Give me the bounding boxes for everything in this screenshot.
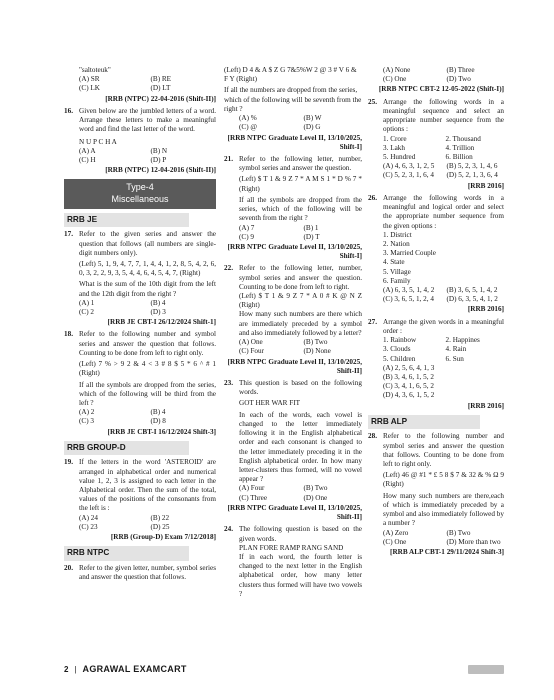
series-text: (Left) $ T 1 & 9 Z 7 * A M S 1 * D % 7 * (Right) [239, 175, 362, 193]
word-text: "saltoteuk" [79, 66, 111, 74]
question-number: 16. [64, 106, 73, 115]
option: (D) 8 [150, 417, 166, 426]
options [383, 364, 504, 401]
list-item: 4. Trillion [445, 143, 475, 152]
question-number: 21. [224, 154, 233, 163]
option: (A) 1 [79, 298, 95, 307]
word-list [383, 336, 504, 364]
option: (A) 24 [79, 513, 98, 522]
option: (B) W [303, 114, 322, 123]
option: (C) 3, 6, 5, 1, 2, 4 [383, 295, 434, 304]
option: (D) 3 [150, 308, 166, 317]
question-text: Refer to the given series and answer the question that follows (all numbers are single-digit numbers only). [79, 230, 216, 257]
option: (A) 4, 6, 3, 1, 2, 5 [383, 162, 435, 171]
question-18 [64, 330, 216, 408]
exam-reference: [RRB (NTPC) 22-04-2016 (Shift-II)] [105, 94, 216, 103]
question-number: 25. [368, 97, 377, 106]
option: (D) One [303, 493, 328, 502]
question-ask: What is the sum of the 10th digit from the left and the 12th digit from the right ? [79, 280, 216, 298]
list-item: 3. Lakh [383, 143, 405, 152]
options [79, 147, 216, 165]
list-item: 2. Nation [383, 239, 410, 248]
list-item: 4. Rain [445, 345, 467, 354]
type-subtitle: Miscellaneous [111, 194, 169, 205]
question-28 [368, 432, 504, 528]
exam-reference: [RRB NTPC Graduate Level II, 13/10/2025, Shift-II] [227, 503, 362, 522]
option: (C) 3, 4, 1, 6, 5, 2 [383, 382, 434, 391]
question-ask: If all the numbers are dropped from the series, which of the following will be seventh from the right ? [224, 86, 362, 113]
exam-reference: [RRB JE CBT-I 16/12/2024 Shift-3] [107, 427, 216, 436]
option: (D) 25 [150, 522, 170, 531]
question-24 [224, 525, 362, 599]
option: (D) 6, 3, 5, 4, 1, 2 [446, 295, 498, 304]
exam-reference: [RRB 2016] [467, 401, 504, 410]
options [79, 299, 216, 317]
question-23 [224, 379, 362, 484]
list-item: 3. Married Couple [383, 249, 436, 258]
question-number: 19. [64, 458, 73, 467]
option: (C) LK [79, 84, 100, 93]
option: (B) 3, 4, 6, 1, 5, 2 [383, 373, 434, 381]
options [79, 514, 216, 532]
exam-reference: [RRB (NTPC) 12-04-2016 (Shift-II)] [105, 166, 216, 175]
series-text: (Left) 7 % > 9 2 & 4 < 3 # 8 $ 5 * 6 ^ # 1 (Right) [79, 360, 216, 378]
question-27 [368, 318, 504, 336]
series-text: (Left) 46 @ #1 * £ 5 8 $ 7 & 32 & % Ω 9 (Right) [383, 471, 504, 489]
exam-reference: [RRB NTPC Graduate Level II, 13/10/2025, Shift-I] [227, 242, 362, 261]
question-body: If in each word, the fourth letter is changed to the next letter in the English alphabetical order, how many letter clusters thus formed will have two vowels ? [239, 552, 362, 598]
options [79, 408, 216, 426]
option: (A) 2, 5, 6, 4, 1, 3 [383, 363, 435, 372]
list-item: 6. Family [383, 276, 411, 285]
options [239, 114, 362, 132]
option: (C) Four [239, 347, 264, 356]
section-heading-rrb-ntpc: RRB NTPC [64, 546, 189, 561]
options [383, 286, 504, 304]
letters-text: N U P C H A [79, 137, 117, 146]
option: (C) One [383, 75, 407, 84]
option: (B) RE [150, 75, 172, 84]
series-text: (Left) $ T 1 & 9 Z 7 * A 0 # K @ N Z (Right) [239, 292, 362, 310]
option: (C) Three [239, 493, 268, 502]
type-banner [64, 179, 216, 208]
option: (A) Zero [383, 528, 409, 537]
question-number: 26. [368, 193, 377, 202]
question-number: 17. [64, 230, 73, 239]
question-22 [224, 264, 362, 338]
word-list [383, 135, 504, 163]
page-footer [64, 664, 504, 676]
option: (A) One [239, 338, 263, 347]
series-text: (Left) 5, 1, 9, 4, 7, 7, 1, 4, 4, 1, 2, 8, 5, 4, 2, 6, 0, 3, 2, 2, 9, 3, 5, 4, 4, 6, 4, 5, 4, 7, (Right) [79, 259, 216, 278]
question-ask: If all the symbols are dropped from the series, which of the following will be seventh from the right ? [239, 195, 362, 223]
question-25 [368, 98, 504, 135]
exam-reference: [RRB 2016] [467, 305, 504, 314]
option: (B) 5, 2, 3, 1, 4, 6 [446, 162, 498, 171]
option: (B) 1 [303, 223, 319, 232]
question-number: 27. [368, 317, 377, 326]
options [239, 224, 362, 242]
list-item: 5. Village [383, 267, 411, 276]
option: (A) % [239, 114, 257, 123]
option: (A) SR [79, 75, 100, 84]
list-item: 1. Crore [383, 134, 407, 143]
word-list [383, 231, 504, 286]
section-heading-rrb-group-d: RRB GROUP-D [64, 441, 189, 456]
option: (C) H [79, 155, 96, 164]
option: (B) Two [446, 528, 471, 537]
question-number: 18. [64, 330, 73, 339]
column-1 [64, 66, 216, 582]
options [383, 66, 504, 84]
question-text: This question is based on the following words. [239, 379, 362, 397]
type-title: Type-4 [126, 182, 154, 193]
option: (A) 7 [239, 223, 255, 232]
option: (B) Two [303, 484, 328, 493]
question-text: Arrange the following words in a meaningful and logical order and select the appropriate number sequence from the given options : [383, 193, 504, 230]
list-item: 5. Children [383, 354, 416, 363]
question-text: Refer to the following number and symbol series and answer the question that follows. Counting to be done from left to right only. [383, 432, 504, 469]
option: (D) None [303, 347, 331, 356]
option: (B) 22 [150, 513, 170, 522]
question-number: 28. [368, 432, 377, 441]
list-item: 1. Rainbow [383, 336, 417, 345]
option: (D) P [150, 155, 167, 164]
option: (D) T [303, 232, 320, 241]
question-text: Refer to the given letter, number, symbol series and answer the question that follows. [79, 563, 216, 582]
question-ask: How many such numbers are there which are immediately preceded by a symbol and also immediately followed by a letter? [239, 310, 362, 337]
option: (D) Two [446, 75, 471, 84]
option: (C) 23 [79, 522, 98, 531]
list-item: 6. Billion [445, 152, 473, 161]
question-17 [64, 230, 216, 299]
option: (D) G [303, 123, 321, 132]
question-number: 24. [224, 525, 233, 534]
question-number: 20. [64, 563, 73, 572]
exam-reference: [RRB NTPC Graduate Level II, 13/10/2025, Shift-II] [227, 357, 362, 375]
question-text: Given below are the jumbled letters of a word. Arrange these letters to make a meaningful word and find the last letter of the word. [79, 106, 216, 134]
list-item: 6. Sun [445, 354, 464, 363]
question-20 [64, 564, 216, 582]
list-item: 3. Clouds [383, 345, 411, 354]
options [383, 529, 504, 547]
page-number: 2 [64, 664, 69, 674]
options [239, 338, 362, 356]
footer-separator: | [74, 664, 77, 674]
option: (D) 4, 3, 6, 1, 5, 2 [383, 391, 435, 400]
exam-reference: [RRB NTPC CBT-2 12-05-2022 (Shift-I)] [378, 85, 504, 94]
question-text: Refer to the following letter, number, symbol series and answer the question. Counting to be done from left to right. [239, 264, 362, 291]
option: (A) Four [239, 484, 265, 493]
option: (A) A [79, 146, 96, 155]
option: (C) 5, 2, 3, 1, 6, 4 [383, 171, 434, 180]
options [383, 162, 504, 180]
list-item: 4. State [383, 258, 405, 267]
publisher-brand: AGRAWAL EXAMCART [82, 664, 187, 674]
question-text: Arrange the given words in a meaningful order : [383, 317, 504, 335]
column-2 [224, 66, 362, 599]
question-21 [224, 155, 362, 224]
question-number: 23. [224, 379, 233, 387]
question-text: Refer to the following letter, number, symbol series and answer the question. [239, 154, 362, 173]
question-text: The following question is based on the given words. [239, 525, 362, 543]
option: (A) 2 [79, 408, 95, 417]
options [79, 75, 216, 93]
footer-stamp [468, 665, 504, 674]
series-text: (Left) D 4 & A $ Z G 7&5%W 2 @ 3 # V 6 & F Y (Right) [224, 66, 357, 84]
option: (B) Three [446, 66, 475, 74]
exam-reference: [RRB NTPC Graduate Level II, 13/10/2025, Shift-I] [227, 133, 362, 151]
question-text: Refer to the following number and symbol series and answer the question that follows. Counting to be done from left to right only. [79, 330, 216, 357]
list-item: 2. Happines [445, 336, 480, 345]
option: (C) @ [239, 123, 257, 132]
option: (C) 3 [79, 417, 94, 426]
option: (D) LT [150, 84, 171, 93]
exam-reference: [RRB ALP CBT-1 29/11/2024 Shift-3] [390, 548, 504, 556]
exam-reference: [RRB (Group-D) Exam 7/12/2018] [110, 533, 216, 542]
option: (A) None [383, 66, 411, 74]
question-text: Arrange the following words in a meaningful sequence and select an appropriate number sequence from the options : [383, 97, 504, 134]
question-text: If the letters in the word 'ASTEROID' are arranged in alphabetical order and numerical value 1, 2, 3 is assigned to each letter in the Alphabetical order. Then the sum of the total, values of the positions of the consonants from the left is : [79, 458, 216, 513]
list-item: 1. District [383, 230, 412, 239]
list-item: 5. Hundred [383, 152, 416, 161]
words-text: GOT HER WAR FIT [239, 399, 301, 408]
option: (A) 6, 3, 5, 1, 4, 2 [383, 286, 435, 295]
exam-reference: [RRB 2016] [467, 181, 504, 190]
option: (B) 4 [150, 408, 166, 417]
question-ask: How many such numbers are there,each of which is immediately preceded by a symbol and also immediately followed by a number ? [383, 491, 504, 528]
option: (B) 3, 6, 5, 1, 4, 2 [446, 286, 498, 295]
option: (C) 2 [79, 308, 94, 317]
question-ask: If all the symbols are dropped from the series, which of the following will be third from the left ? [79, 380, 216, 407]
section-heading-rrb-je: RRB JE [64, 213, 189, 228]
question-number: 22. [224, 264, 233, 273]
column-3 [368, 66, 504, 560]
option: (C) 9 [239, 232, 254, 241]
words-text: PLAN FORE RAMP RANG SAND [239, 543, 344, 552]
option: (B) N [150, 146, 168, 155]
exam-reference: [RRB JE CBT-I 26/12/2024 Shift-1] [107, 318, 216, 327]
option: (D) More than two [446, 537, 501, 546]
question-16 [64, 107, 216, 147]
section-heading-rrb-alp: RRB ALP [368, 415, 480, 430]
option: (B) 4 [150, 298, 166, 307]
option: (C) One [383, 537, 407, 546]
question-26 [368, 194, 504, 231]
option: (B) Two [303, 338, 328, 347]
option: (D) 5, 2, 1, 3, 6, 4 [446, 171, 498, 180]
options [239, 484, 362, 502]
list-item: 2. Thousand [445, 134, 481, 143]
question-19 [64, 458, 216, 513]
question-body: In each of the words, each vowel is changed to the letter immediately following it in the English alphabetical order and each consonant is changed to the letter immediately preceding it in the English alphabetical order. In how many letter-clusters thus formed, will no vowel appear ? [239, 410, 362, 484]
